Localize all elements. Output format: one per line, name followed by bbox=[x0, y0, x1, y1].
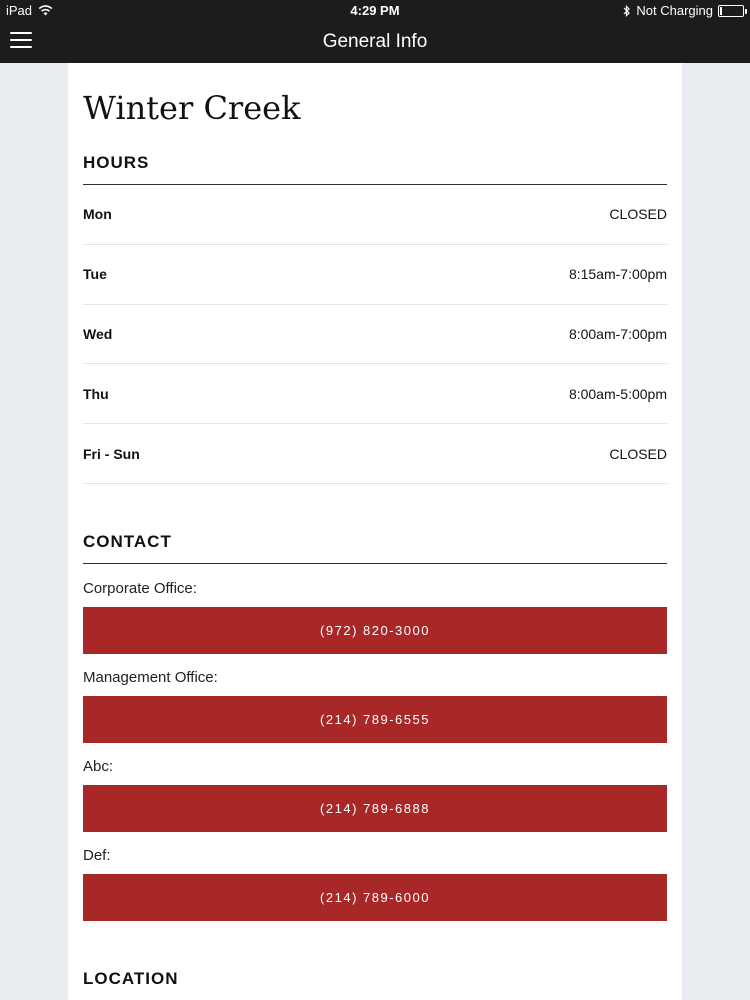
content-card bbox=[68, 63, 682, 1000]
hours-time: 8:00am-5:00pm bbox=[568, 385, 667, 402]
hours-heading: HOURS bbox=[83, 153, 667, 185]
contact-label: Corporate Office: bbox=[83, 579, 197, 597]
hours-time: CLOSED bbox=[609, 445, 667, 462]
bluetooth-icon bbox=[623, 5, 631, 17]
call-abc-button[interactable]: (214) 789-6888 bbox=[83, 785, 667, 832]
call-corporate-office-button[interactable]: (972) 820-3000 bbox=[83, 607, 667, 654]
place-title: Winter Creek bbox=[83, 89, 301, 127]
contact-label: Def: bbox=[83, 846, 111, 864]
hours-time: CLOSED bbox=[609, 206, 667, 223]
status-right bbox=[623, 3, 744, 18]
contact-heading: CONTACT bbox=[83, 532, 667, 564]
hours-day: Tue bbox=[83, 266, 107, 283]
contact-label: Management Office: bbox=[83, 668, 218, 686]
hours-time: 8:15am-7:00pm bbox=[568, 266, 667, 283]
hours-time: 8:00am-7:00pm bbox=[568, 325, 667, 342]
hours-row bbox=[83, 185, 667, 245]
hours-day: Fri - Sun bbox=[83, 445, 140, 462]
call-def-button[interactable]: (214) 789-6000 bbox=[83, 874, 667, 921]
hours-row bbox=[83, 424, 667, 484]
hours-list bbox=[83, 185, 667, 484]
contact-item bbox=[83, 758, 667, 832]
device-name: iPad bbox=[6, 3, 33, 18]
contact-item bbox=[83, 580, 667, 654]
location-heading: LOCATION bbox=[83, 968, 179, 988]
hours-row bbox=[83, 364, 667, 424]
contact-item bbox=[83, 669, 667, 743]
charging-status: Not Charging bbox=[636, 3, 713, 18]
hours-day: Thu bbox=[83, 385, 109, 402]
hours-row bbox=[83, 245, 667, 305]
contact-label: Abc: bbox=[83, 757, 114, 775]
nav-bar bbox=[0, 22, 750, 63]
battery-icon bbox=[718, 5, 744, 17]
nav-title: General Info bbox=[322, 31, 428, 52]
hours-row bbox=[83, 305, 667, 365]
contact-item bbox=[83, 847, 667, 921]
battery-level bbox=[720, 7, 722, 15]
hours-day: Wed bbox=[83, 325, 113, 342]
status-bar bbox=[0, 0, 750, 22]
contact-list bbox=[83, 580, 667, 921]
hours-day: Mon bbox=[83, 206, 112, 223]
status-time: 4:29 PM bbox=[350, 3, 400, 18]
call-management-office-button[interactable]: (214) 789-6555 bbox=[83, 696, 667, 743]
